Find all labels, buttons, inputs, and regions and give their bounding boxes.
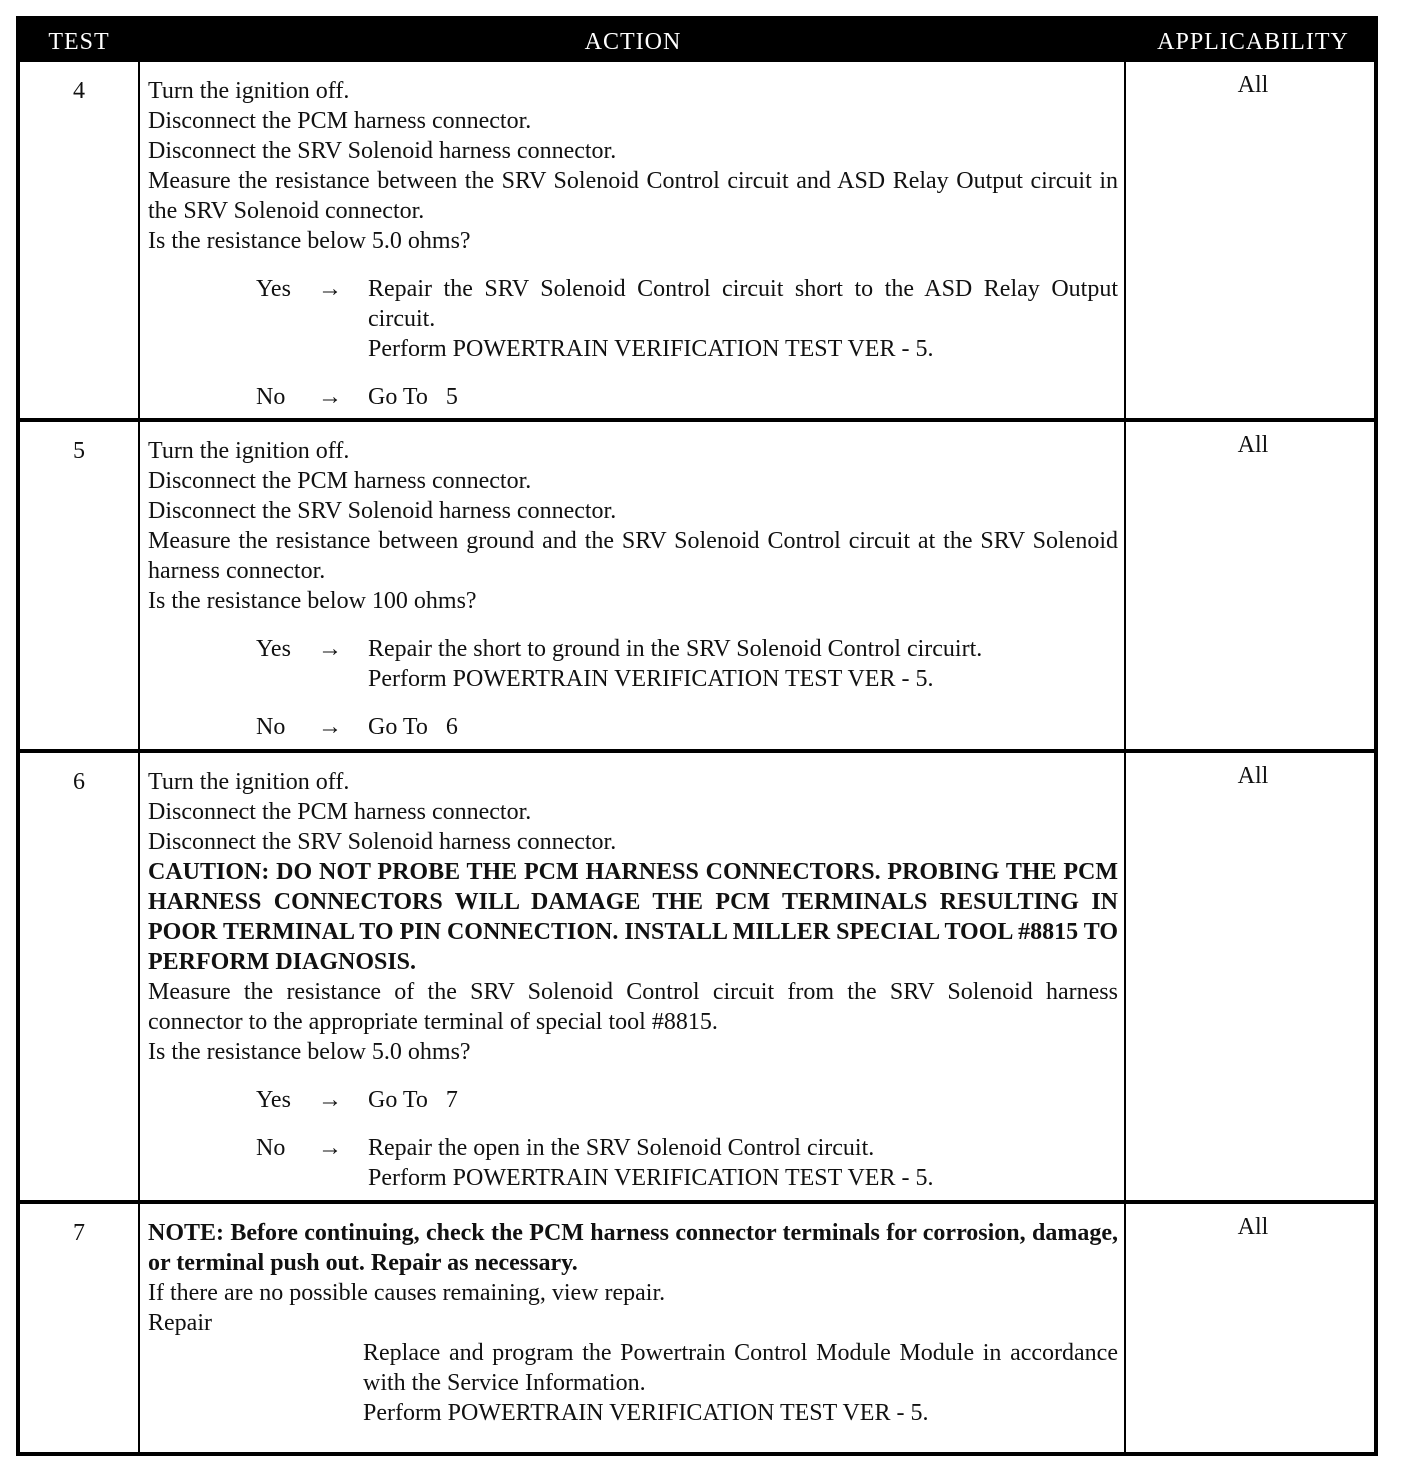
header-test: TEST xyxy=(48,29,110,55)
arrow-icon: → xyxy=(318,1087,342,1113)
row-divider xyxy=(20,749,1374,753)
header-action: ACTION xyxy=(584,29,682,55)
no-result: Go To 6 xyxy=(368,714,458,740)
test-number: 4 xyxy=(73,78,85,104)
yes-label: Yes xyxy=(256,636,291,662)
arrow-icon: → xyxy=(318,714,342,740)
applicability: All xyxy=(1237,72,1269,98)
yes-result: Go To 7 xyxy=(368,1087,458,1113)
step: Measure the resistance of the SRV Solenoid Control circuit from the SRV Solenoid harness connector to the appropriate terminal of special tool #8815. xyxy=(148,979,1118,1035)
yes-result: Repair the SRV Solenoid Control circuit short to the ASD Relay Output circuit. xyxy=(368,276,1118,332)
action-cell xyxy=(148,436,1118,742)
note-text: NOTE: Before continuing, check the PCM harness connector terminals for corrosion, damage, or terminal push out. Repair as necessary. xyxy=(148,1220,1118,1276)
no-label: No xyxy=(256,714,286,740)
step: Disconnect the SRV Solenoid harness connector. xyxy=(148,498,617,524)
row-divider xyxy=(20,1200,1374,1204)
arrow-icon: → xyxy=(318,384,342,410)
arrow-icon: → xyxy=(318,636,342,662)
repair-step: Perform POWERTRAIN VERIFICATION TEST VER - 5. xyxy=(363,1400,929,1426)
repair-label: Repair xyxy=(148,1310,212,1336)
caution-text: CAUTION: DO NOT PROBE THE PCM HARNESS CONNECTORS. PROBING THE PCM HARNESS CONNECTORS WILL DAMAGE THE PCM TERMINALS RESULTING IN POOR TERMINAL TO PIN CONNECTION. INSTALL MILLER SPECIAL TOOL #8815 TO PERFORM DIAGNOSIS. xyxy=(148,859,1118,975)
no-result: Go To 5 xyxy=(368,384,458,410)
step: Disconnect the PCM harness connector. xyxy=(148,108,532,134)
no-result: Perform POWERTRAIN VERIFICATION TEST VER - 5. xyxy=(368,1165,934,1191)
step: Measure the resistance between ground and the SRV Solenoid Control circuit at the SRV Solenoid harness connector. xyxy=(148,528,1118,584)
test-number: 6 xyxy=(73,769,85,795)
arrow-icon: → xyxy=(318,1135,342,1161)
yes-result: Perform POWERTRAIN VERIFICATION TEST VER - 5. xyxy=(368,336,934,362)
column-divider xyxy=(138,62,140,1452)
arrow-icon: → xyxy=(318,276,342,302)
repair-step: Replace and program the Powertrain Control Module Module in accordance with the Service Information. xyxy=(363,1340,1118,1396)
yes-result: Repair the short to ground in the SRV Solenoid Control circuirt. xyxy=(368,636,983,662)
question: Is the resistance below 100 ohms? xyxy=(148,588,477,614)
no-branch xyxy=(148,1133,1118,1193)
step: Turn the ignition off. xyxy=(148,438,350,464)
no-label: No xyxy=(256,1135,286,1161)
no-branch xyxy=(148,382,1118,412)
action-cell xyxy=(148,76,1118,412)
action-cell xyxy=(148,1218,1118,1428)
no-label: No xyxy=(256,384,286,410)
repair-result xyxy=(363,1338,1118,1428)
table-header xyxy=(20,20,1374,62)
applicability: All xyxy=(1237,1214,1269,1240)
no-branch xyxy=(148,712,1118,742)
yes-result: Perform POWERTRAIN VERIFICATION TEST VER - 5. xyxy=(368,666,934,692)
test-number: 7 xyxy=(73,1220,85,1246)
diagnostic-table xyxy=(16,16,1378,1456)
action-cell xyxy=(148,767,1118,1193)
step: If there are no possible causes remaining, view repair. xyxy=(148,1280,666,1306)
yes-branch xyxy=(148,634,1118,694)
header-applicability: APPLICABILITY xyxy=(1157,29,1349,55)
step: Disconnect the SRV Solenoid harness connector. xyxy=(148,829,617,855)
step: Turn the ignition off. xyxy=(148,769,350,795)
question: Is the resistance below 5.0 ohms? xyxy=(148,228,471,254)
step: Disconnect the PCM harness connector. xyxy=(148,799,532,825)
step: Disconnect the SRV Solenoid harness connector. xyxy=(148,138,617,164)
question: Is the resistance below 5.0 ohms? xyxy=(148,1039,471,1065)
column-divider xyxy=(1124,62,1126,1452)
yes-branch xyxy=(148,1085,1118,1115)
applicability: All xyxy=(1237,763,1269,789)
step: Measure the resistance between the SRV Solenoid Control circuit and ASD Relay Output circuit in the SRV Solenoid connector. xyxy=(148,168,1118,224)
no-result: Repair the open in the SRV Solenoid Control circuit. xyxy=(368,1135,875,1161)
test-number: 5 xyxy=(73,438,85,464)
step: Turn the ignition off. xyxy=(148,78,350,104)
step: Disconnect the PCM harness connector. xyxy=(148,468,532,494)
yes-label: Yes xyxy=(256,276,291,302)
yes-label: Yes xyxy=(256,1087,291,1113)
applicability: All xyxy=(1237,432,1269,458)
row-divider xyxy=(20,418,1374,422)
yes-branch xyxy=(148,274,1118,364)
